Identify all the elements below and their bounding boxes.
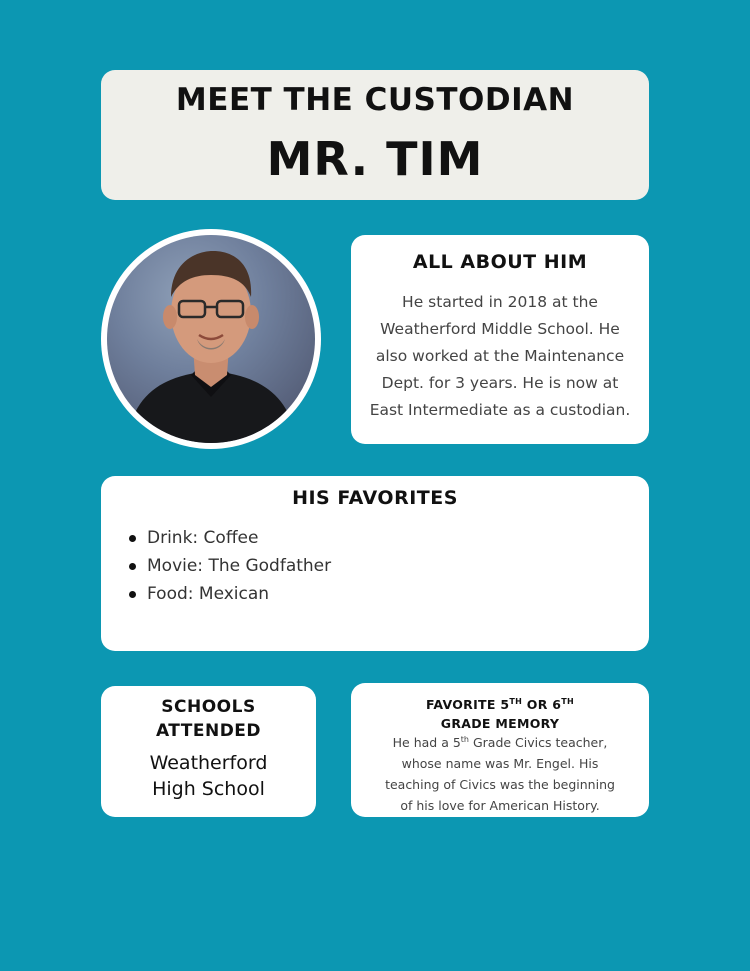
list-item: [127, 524, 331, 552]
memory-line: whose name was Mr. Engel. His: [401, 756, 599, 771]
memory-line: teaching of Civics was the beginning: [385, 777, 615, 792]
bullet-icon: [129, 535, 136, 542]
list-item: [127, 580, 331, 608]
favorites-list: [127, 524, 331, 608]
about-line: Dept. for 3 years. He is now at: [381, 374, 619, 392]
schools-heading-line: SCHOOLS: [161, 697, 256, 717]
favorites-card: [101, 476, 649, 651]
memory-line: of his love for American History.: [400, 798, 600, 813]
favorite-food: Food: Mexican: [147, 584, 270, 604]
school-name-line: Weatherford: [149, 752, 268, 774]
memory-heading-text: FAVORITE 5: [425, 697, 510, 712]
schools-heading: [101, 695, 316, 743]
memory-text: [359, 732, 641, 816]
portrait-image: [107, 235, 315, 443]
custodian-name: MR. TIM: [266, 132, 484, 186]
about-heading: ALL ABOUT HIM: [412, 251, 588, 273]
favorite-drink: Drink: Coffee: [147, 528, 259, 548]
schools-card: [101, 686, 316, 817]
memory-heading-sup: TH: [561, 696, 575, 706]
about-line: Weatherford Middle School. He: [380, 320, 620, 338]
memory-line: [359, 732, 641, 753]
schools-heading-line: ATTENDED: [155, 721, 262, 741]
memory-heading: [351, 695, 649, 733]
memory-text-sup: th: [460, 734, 469, 744]
favorites-heading: HIS FAVORITES: [292, 487, 458, 509]
page-title: MEET THE CUSTODIAN: [175, 82, 575, 118]
bullet-icon: [129, 563, 136, 570]
memory-text-part: Grade Civics teacher,: [469, 735, 608, 750]
title-card: [101, 70, 649, 200]
favorite-movie: Movie: The Godfather: [147, 556, 332, 576]
memory-text-part: He had a 5: [392, 735, 461, 750]
person-icon: [107, 235, 315, 443]
memory-heading-line: GRADE MEMORY: [440, 716, 560, 731]
about-card: [351, 235, 649, 444]
about-text: [363, 289, 637, 424]
memory-heading-sup: TH: [509, 696, 523, 706]
memory-card: [351, 683, 649, 817]
memory-heading-line: [351, 695, 649, 714]
school-name-line: High School: [152, 778, 265, 800]
list-item: [127, 552, 331, 580]
about-line: East Intermediate as a custodian.: [369, 401, 631, 419]
school-name: [101, 750, 316, 802]
about-line: He started in 2018 at the: [402, 293, 598, 311]
memory-heading-text: OR 6: [522, 697, 562, 712]
portrait-photo: [101, 229, 321, 449]
bullet-icon: [129, 591, 136, 598]
about-line: also worked at the Maintenance: [375, 347, 625, 365]
